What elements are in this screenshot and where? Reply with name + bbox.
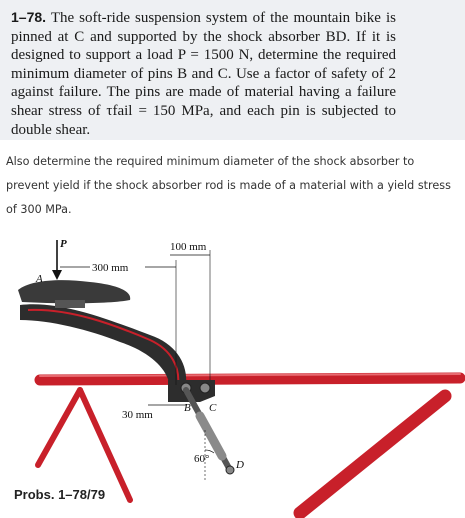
problem-box	[0, 0, 465, 140]
label-d: D	[236, 459, 244, 471]
dim-30: 30 mm	[122, 409, 153, 421]
label-p: P	[60, 238, 67, 250]
bike-suspension-figure	[0, 230, 465, 518]
additional-question: Also determine the required minimum diameter of the shock absorber to prevent yield if the shock absorber rod is made of a material with a yield stress of 300 MPa.	[6, 155, 451, 216]
problem-statement	[11, 8, 396, 139]
label-c: C	[209, 402, 217, 414]
seat-stay-left	[38, 390, 80, 465]
top-tube	[40, 378, 460, 380]
label-a: A	[36, 273, 43, 285]
figure-caption: Probs. 1–78/79	[14, 487, 106, 502]
angle-60: 60°	[194, 453, 210, 465]
pin-c	[200, 383, 210, 393]
label-b: B	[184, 402, 191, 414]
seat-stay-right	[80, 390, 130, 500]
problem-number: 1–78.	[11, 9, 47, 25]
down-tube	[300, 396, 445, 513]
dim-300: 300 mm	[92, 262, 129, 274]
problem-text: The soft-ride suspension system of the mountain bike is pinned at C and supported by the shock absorber BD. If it is designed to support a load P = 1500 N, determine the required minimum diameter of pins B and C. Use a factor of safety of 2 against failure. The pins are made of material having a failure shear stress of τfail = 150 MPa, and each pin is subjected to double shear.	[11, 10, 396, 138]
seat	[18, 280, 130, 308]
dim-100: 100 mm	[170, 241, 207, 253]
